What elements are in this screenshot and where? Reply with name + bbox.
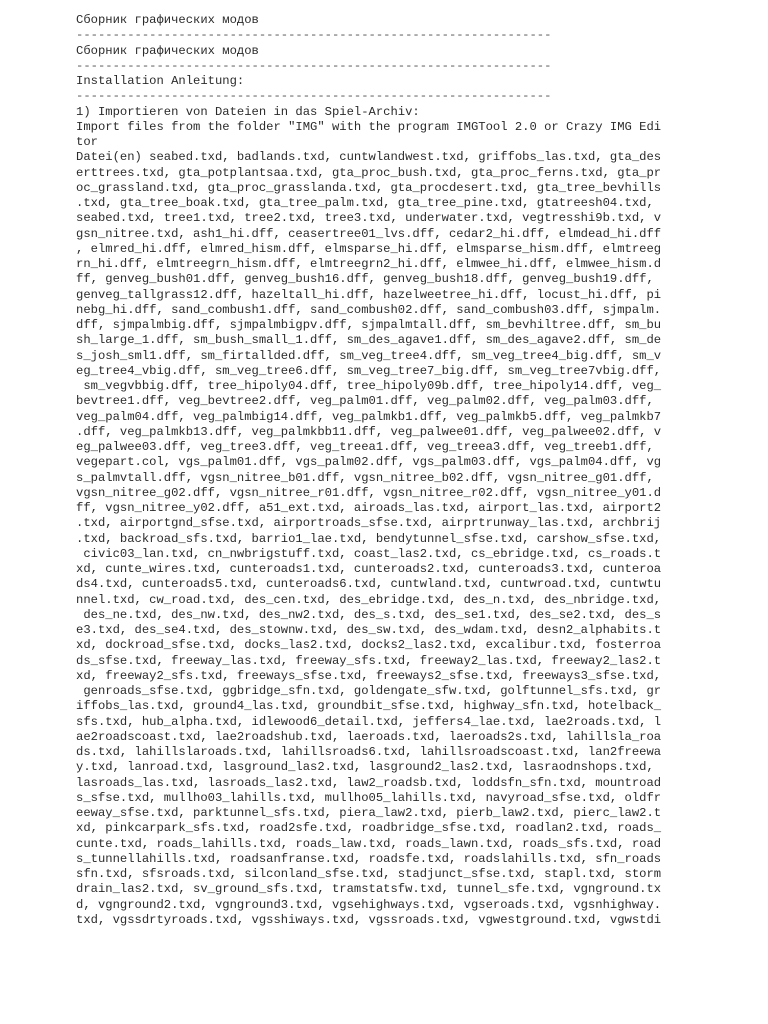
text-line: eg_tree4_vbig.dff, sm_veg_tree6.dff, sm_veg_tree7_big.dff, sm_veg_tree7vbig.dff, — [76, 363, 662, 378]
text-line: bevtree1.dff, veg_bevtree2.dff, veg_palm01.dff, veg_palm02.dff, veg_palm03.dff, — [76, 394, 654, 409]
text-line: ff, vgsn_nitree_y02.dff, a51_ext.txd, airoads_las.txd, airport_las.txd, airport2 — [76, 501, 662, 515]
text-line: xd, dockroad_sfse.txd, docks_las2.txd, docks2_las2.txd, excalibur.txd, fosterroa — [76, 638, 662, 653]
text-line: s_sfse.txd, mullho03_lahills.txd, mullho05_lahills.txd, navyroad_sfse.txd, oldfr — [76, 790, 662, 805]
text-line: y.txd, lanroad.txd, lasground_las2.txd, lasground2_las2.txd, lasraodnshops.txd, — [76, 760, 654, 775]
document-text — [76, 13, 686, 928]
text-line: sh_large_1.dff, sm_bush_small_1.dff, sm_des_agave1.dff, sm_des_agave2.dff, sm_de — [76, 333, 662, 348]
text-line: ae2roadscoast.txd, lae2roadshub.txd, laeroads.txd, laeroads2s.txd, lahillsla_roa — [76, 729, 662, 744]
text-line: s_josh_sml1.dff, sm_firtallded.dff, sm_veg_tree4.dff, sm_veg_tree4_big.dff, sm_v — [76, 348, 662, 363]
text-line: sfn.txd, sfsroads.txd, silconland_sfse.txd, stadjunct_sfse.txd, stapl.txd, storm — [76, 867, 662, 881]
text-line: s_tunnellahills.txd, roadsanfranse.txd, roadsfe.txd, roadslahills.txd, sfn_roads — [76, 851, 662, 866]
text-line: seabed.txd, tree1.txd, tree2.txd, tree3.txd, underwater.txd, vegtresshi9b.txd, v — [76, 211, 662, 226]
text-line: .txd, airportgnd_sfse.txd, airportroads_sfse.txd, airprtrunway_las.txd, archbrij — [76, 516, 662, 531]
text-line: sm_vegvbbig.dff, tree_hipoly04.dff, tree_hipoly09b.dff, tree_hipoly14.dff, veg_ — [76, 379, 662, 393]
text-line: ds.txd, lahillslaroads.txd, lahillsroads6.txd, lahillsroadscoast.txd, lan2freewa — [76, 745, 662, 759]
text-line: rn_hi.dff, elmtreegrn_hism.dff, elmtreegrn2_hi.dff, elmwee_hi.dff, elmwee_hism.d — [76, 257, 662, 271]
text-line: ds_sfse.txd, freeway_las.txd, freeway_sfs.txd, freeway2_las.txd, freeway2_las2.t — [76, 653, 662, 668]
text-line: .txd, gta_tree_boak.txd, gta_tree_palm.txd, gta_tree_pine.txd, gtatreesh04.txd, — [76, 196, 654, 210]
text-line: Import files from the folder "IMG" with the program IMGTool 2.0 or Crazy IMG Edi — [76, 119, 662, 134]
text-line: genroads_sfse.txd, ggbridge_sfn.txd, goldengate_sfw.txd, golftunnel_sfs.txd, gr — [76, 684, 662, 698]
text-line: eg_palwee03.dff, veg_tree3.dff, veg_treea1.dff, veg_treea3.dff, veg_treeb1.dff, — [76, 440, 654, 454]
text-line: Сборник графических модов — [76, 13, 259, 27]
text-line: nebg_hi.dff, sand_combush1.dff, sand_combush02.dff, sand_combush03.dff, sjmpalm. — [76, 302, 662, 317]
text-line: nnel.txd, cw_road.txd, des_cen.txd, des_ebridge.txd, des_n.txd, des_nbridge.txd, — [76, 592, 662, 607]
text-line: ds4.txd, cunteroads5.txd, cunteroads6.txd, cuntwland.txd, cuntwroad.txd, cuntwtu — [76, 577, 662, 592]
text-line: txd, vgssdrtyroads.txd, vgsshiways.txd, vgssroads.txd, vgwestground.txd, vgwstdi — [76, 912, 662, 927]
text-line: eeway_sfse.txd, parktunnel_sfs.txd, piera_law2.txd, pierb_law2.txd, pierc_law2.t — [76, 806, 662, 820]
text-line: .dff, veg_palmkb13.dff, veg_palmkbb11.dff, veg_palwee01.dff, veg_palwee02.dff, v — [76, 424, 662, 439]
text-line: ff, genveg_bush01.dff, genveg_bush16.dff, genveg_bush18.dff, genveg_bush19.dff, — [76, 272, 654, 287]
separator-line: ----------------------------------------------------------------- — [76, 89, 552, 104]
text-line: iffobs_las.txd, ground4_las.txd, groundbit_sfse.txd, highway_sfn.txd, hotelback_ — [76, 699, 662, 714]
text-line: veg_palm04.dff, veg_palmbig14.dff, veg_palmkb1.dff, veg_palmkb5.dff, veg_palmkb7 — [76, 409, 662, 424]
text-line: d, vgnground2.txd, vgnground3.txd, vgsehighways.txd, vgseroads.txd, vgsnhighway. — [76, 897, 662, 912]
text-line: des_ne.txd, des_nw.txd, des_nw2.txd, des_s.txd, des_se1.txd, des_se2.txd, des_s — [76, 607, 662, 622]
text-line: s_palmvtall.dff, vgsn_nitree_b01.dff, vgsn_nitree_b02.dff, vgsn_nitree_g01.dff, — [76, 470, 654, 485]
text-line: cunte.txd, roads_lahills.txd, roads_law.txd, roads_lawn.txd, roads_sfs.txd, road — [76, 836, 662, 851]
text-line: 1) Importieren von Dateien in das Spiel-Archiv: — [76, 104, 420, 119]
text-line: oc_grassland.txd, gta_proc_grasslanda.txd, gta_procdesert.txd, gta_tree_bevhills — [76, 180, 662, 195]
text-line: xd, cunte_wires.txd, cunteroads1.txd, cunteroads2.txd, cunteroads3.txd, cunteroa — [76, 562, 662, 576]
text-line: xd, pinkcarpark_sfs.txd, road2sfe.txd, roadbridge_sfse.txd, roadlan2.txd, roads_ — [76, 821, 662, 836]
text-line: Datei(en) seabed.txd, badlands.txd, cuntwlandwest.txd, griffobs_las.txd, gta_des — [76, 150, 662, 165]
text-line: Сборник графических модов — [76, 43, 259, 58]
text-line: dff, sjmpalmbig.dff, sjmpalmbigpv.dff, sjmpalmtall.dff, sm_bevhiltree.dff, sm_bu — [76, 318, 662, 332]
text-line: sfs.txd, hub_alpha.txd, idlewood6_detail.txd, jeffers4_lae.txd, lae2roads.txd, l — [76, 714, 662, 729]
text-line: gsn_nitree.txd, ash1_hi.dff, ceasertree01_lvs.dff, cedar2_hi.dff, elmdead_hi.dff — [76, 226, 662, 241]
text-line: tor — [76, 135, 98, 149]
separator-line: ----------------------------------------------------------------- — [76, 58, 552, 73]
text-line: vegepart.col, vgs_palm01.dff, vgs_palm02.dff, vgs_palm03.dff, vgs_palm04.dff, vg — [76, 455, 662, 470]
text-line: vgsn_nitree_g02.dff, vgsn_nitree_r01.dff, vgsn_nitree_r02.dff, vgsn_nitree_y01.d — [76, 485, 662, 500]
text-line: lasroads_las.txd, lasroads_las2.txd, law2_roadsb.txd, loddsfn_sfn.txd, mountroad — [76, 775, 662, 790]
text-line: civic03_lan.txd, cn_nwbrigstuff.txd, coast_las2.txd, cs_ebridge.txd, cs_roads.t — [76, 546, 662, 561]
text-line: Installation Anleitung: — [76, 74, 245, 88]
separator-line: ----------------------------------------------------------------- — [76, 28, 552, 43]
text-line: .txd, backroad_sfs.txd, barrio1_lae.txd, bendytunnel_sfse.txd, carshow_sfse.txd, — [76, 531, 662, 546]
text-line: e3.txd, des_se4.txd, des_stownw.txd, des_sw.txd, des_wdam.txd, desn2_alphabits.t — [76, 623, 662, 637]
text-line: , elmred_hi.dff, elmred_hism.dff, elmsparse_hi.dff, elmsparse_hism.dff, elmtreeg — [76, 241, 662, 256]
text-line: drain_las2.txd, sv_ground_sfs.txd, tramstatsfw.txd, tunnel_sfe.txd, vgnground.tx — [76, 882, 662, 897]
text-line: genveg_tallgrass12.dff, hazeltall_hi.dff, hazelweetree_hi.dff, locust_hi.dff, pi — [76, 287, 662, 302]
text-line: xd, freeway2_sfs.txd, freeways_sfse.txd, freeways2_sfse.txd, freeways3_sfse.txd, — [76, 668, 662, 683]
text-line: erttrees.txd, gta_potplantsaa.txd, gta_proc_bush.txd, gta_proc_ferns.txd, gta_pr — [76, 165, 662, 180]
